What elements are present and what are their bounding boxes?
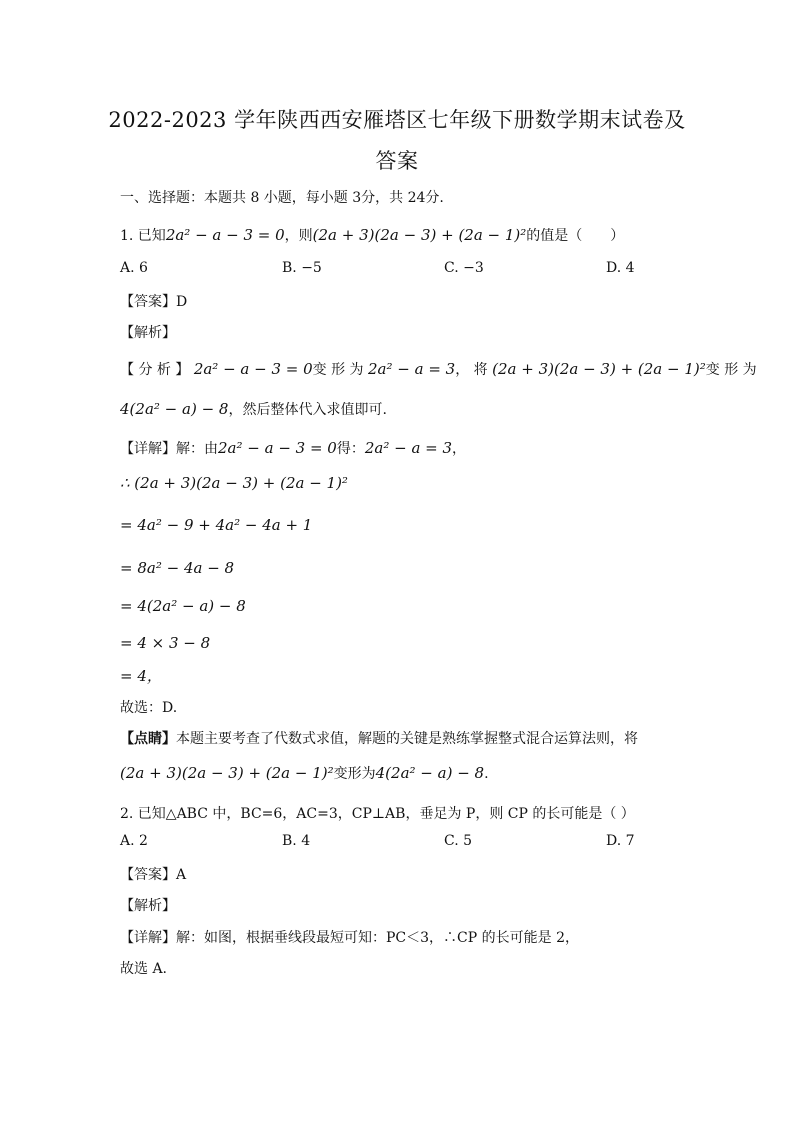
q1-detail-t2: ， xyxy=(452,441,467,457)
q1-comment-t2: . xyxy=(484,766,489,782)
q1-comment-t1: 变形为 xyxy=(333,766,376,782)
q1-option-d: D. 4 xyxy=(606,260,635,276)
q2-option-d: D. 7 xyxy=(606,833,635,849)
q2-choose: 故选 A. xyxy=(120,961,168,977)
q1-fenxi-eq1: 2a² − a − 3 = 0 xyxy=(193,360,313,378)
q1-comment-text: 本题主要考查了代数式求值，解题的关键是熟练掌握整式混合运算法则，将 xyxy=(176,731,638,747)
document-title-line2: 答案 xyxy=(375,149,419,173)
q1-fenxi-eq2: 2a² − a = 3 xyxy=(368,360,456,378)
q1-step-3: = 8a² − 4a − 8 xyxy=(120,559,235,577)
document-title-line1: 2022-2023 学年陕西西安雁塔区七年级下册数学期末试卷及 xyxy=(108,108,686,132)
q2-detail: 【详解】解：如图，根据垂线段最短可知：PC＜3，∴CP 的长可能是 2， xyxy=(120,930,579,946)
q1-detail-eq2: 2a² − a = 3 xyxy=(364,439,453,457)
q1-fenxi-t4: ，然后整体代入求值即可. xyxy=(228,402,387,418)
q1-fenxi-eq4: 4(2a² − a) − 8 xyxy=(120,400,229,418)
q1-option-a: A. 6 xyxy=(120,260,148,276)
section-heading: 一、选择题：本题共 8 小题，每小题 3分，共 24分. xyxy=(120,190,444,206)
q1-comment-label: 【点睛】 xyxy=(120,731,176,747)
q1-comment-line2 xyxy=(120,763,489,783)
q1-choose: 故选：D. xyxy=(120,700,178,716)
q1-step-2: = 4a² − 9 + 4a² − 4a + 1 xyxy=(120,516,313,534)
q1-comment-line1 xyxy=(120,728,638,748)
q1-fenxi-eq3: (2a + 3)(2a − 3) + (2a − 1)² xyxy=(492,360,706,378)
q1-fenxi-label: 【 分 析 】 xyxy=(120,362,190,378)
q1-option-b: B. −5 xyxy=(282,260,322,276)
q1-comment-eq2: 4(2a² − a) − 8 xyxy=(375,764,485,782)
q1-step-6: = 4， xyxy=(120,667,162,685)
q2-option-a: A. 2 xyxy=(120,833,148,849)
q1-option-c: C. −3 xyxy=(444,260,484,276)
q1-given-equation: 2a² − a − 3 = 0 xyxy=(165,226,285,244)
question-1-stem xyxy=(120,225,624,245)
q1-prefix: 1. 已知 xyxy=(120,228,166,244)
question-2-stem: 2. 已知△ABC 中，BC=6，AC=3，CP⊥AB，垂足为 P，则 CP 的长可能是（ ） xyxy=(120,806,635,822)
q2-option-b: B. 4 xyxy=(282,833,311,849)
q1-detail-line xyxy=(120,438,466,458)
q2-answer: 【答案】A xyxy=(120,867,187,883)
q1-detail-label: 【详解】解：由 xyxy=(120,441,218,457)
q1-detail-t1: 得： xyxy=(336,441,365,457)
q1-mid: ，则 xyxy=(284,228,313,244)
q1-fenxi-t1: 变 形 为 xyxy=(312,362,364,378)
q1-answer: 【答案】D xyxy=(120,294,188,310)
q1-fenxi-t2: ， 将 xyxy=(455,362,488,378)
q1-comment-eq1: (2a + 3)(2a − 3) + (2a − 1)² xyxy=(120,764,334,782)
q1-step-5: = 4 × 3 − 8 xyxy=(120,634,211,652)
q1-fenxi-t3: 变 形 为 xyxy=(705,362,757,378)
q1-suffix: 的值是（ ） xyxy=(526,228,625,244)
q1-fenxi-line1 xyxy=(120,359,757,379)
q2-option-c: C. 5 xyxy=(444,833,473,849)
q1-step-4: = 4(2a² − a) − 8 xyxy=(120,597,246,615)
q1-analysis-label: 【解析】 xyxy=(120,325,176,341)
q1-step-1: ∴ (2a + 3)(2a − 3) + (2a − 1)² xyxy=(120,474,348,492)
q2-analysis-label: 【解析】 xyxy=(120,898,176,914)
q1-detail-eq1: 2a² − a − 3 = 0 xyxy=(218,439,337,457)
q1-fenxi-line2 xyxy=(120,399,387,419)
q1-expression: (2a + 3)(2a − 3) + (2a − 1)² xyxy=(312,226,527,244)
